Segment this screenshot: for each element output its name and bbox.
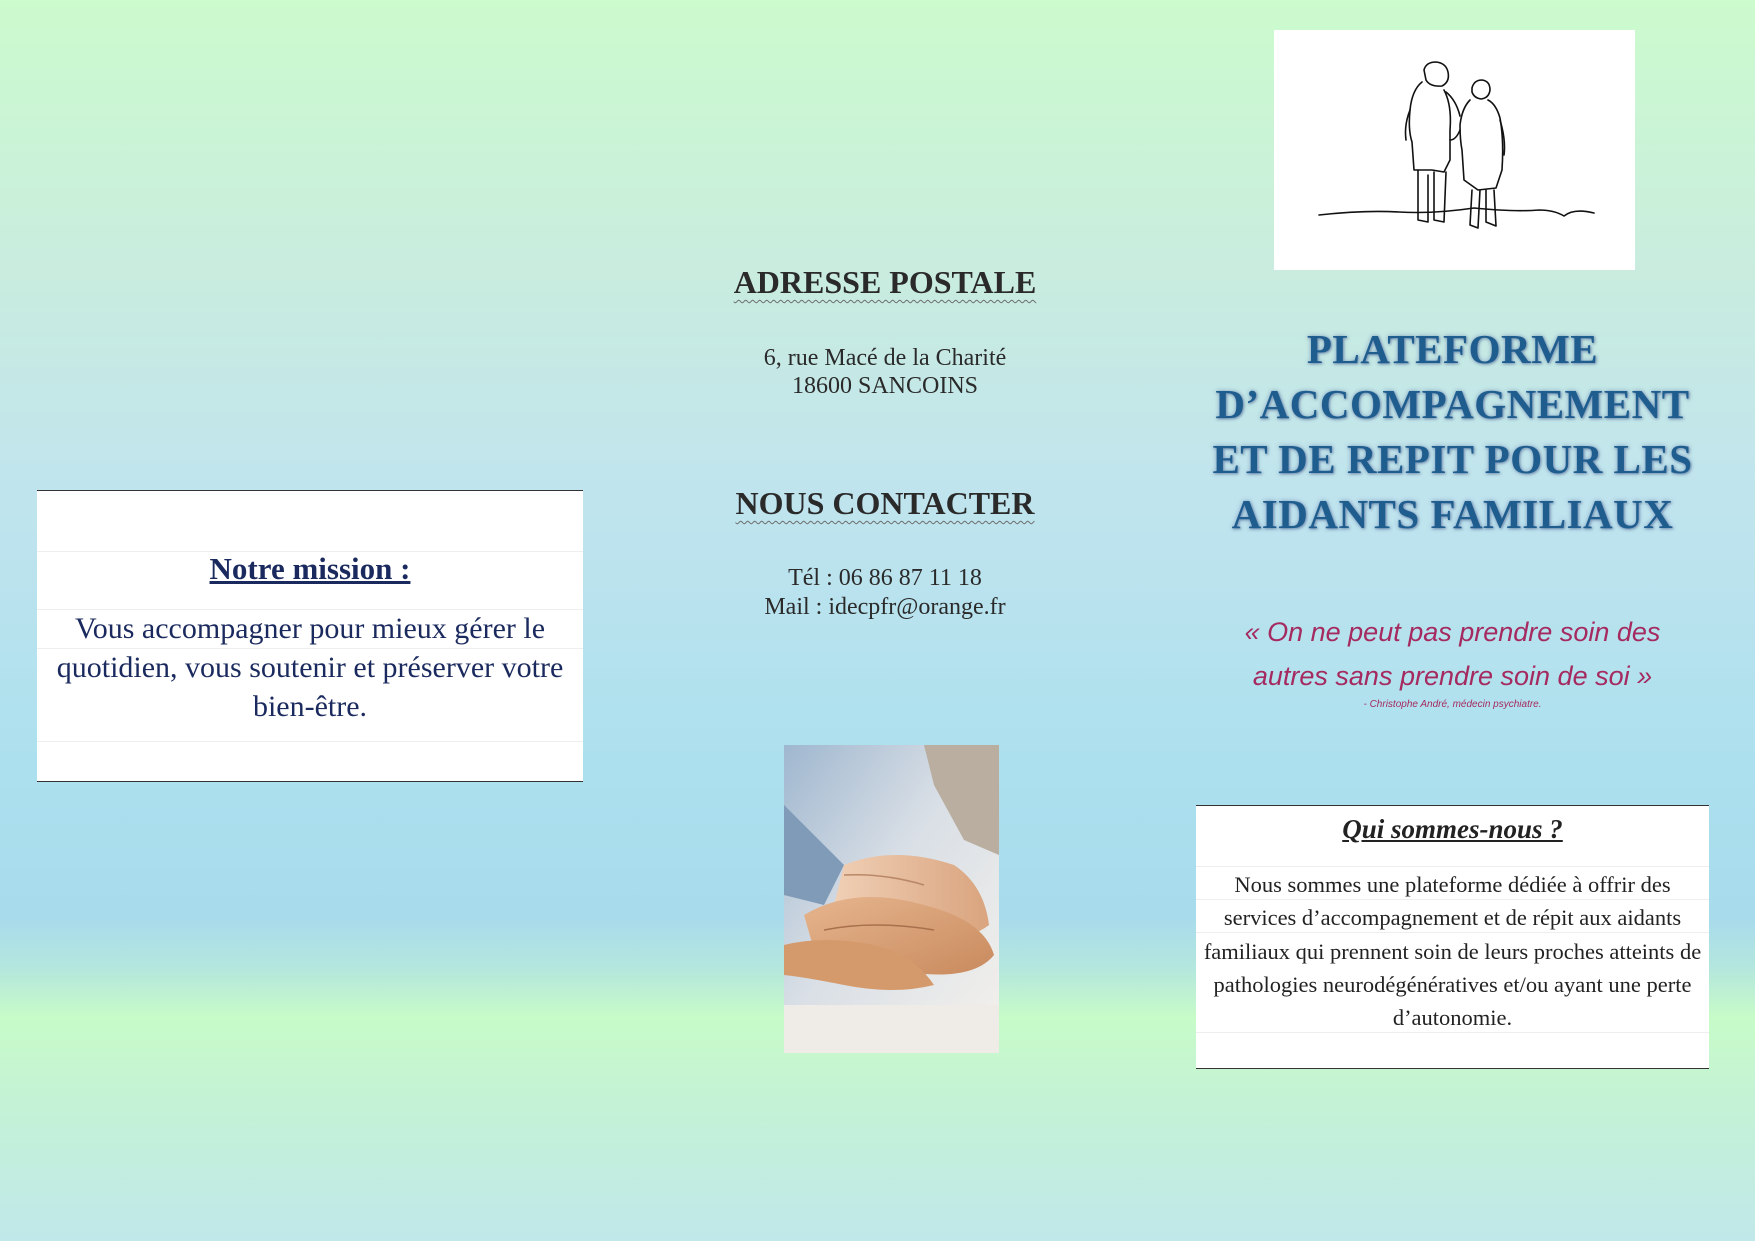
contact-phone: Tél : 06 86 87 11 18 — [788, 565, 982, 591]
address-line2: 18600 SANCOINS — [791, 373, 979, 399]
main-title — [1195, 322, 1710, 542]
title-line: D’ACCOMPAGNEMENT — [1215, 381, 1690, 427]
contact-heading: NOUS CONTACTER — [735, 485, 1035, 521]
mission-box — [37, 490, 583, 782]
title-line: ET DE REPIT POUR LES — [1212, 436, 1693, 482]
title-line: AIDANTS FAMILIAUX — [1231, 491, 1674, 537]
who-text: Nous sommes une plateforme dédiée à offrir des services d’accompagnement et de répit aux aidants familiaux qui prennent soin de leurs proches atteints de pathologies neurodégénératives et/ou ayant une perte d’autonomie. — [1203, 872, 1702, 1031]
mission-heading: Notre mission : — [209, 551, 411, 586]
address-heading: ADRESSE POSTALE — [733, 264, 1037, 300]
divider — [37, 741, 583, 742]
quote-line: « On ne peut pas prendre soin des — [1244, 617, 1661, 647]
divider — [1196, 866, 1709, 867]
elderly-couple-drawing — [1274, 30, 1635, 270]
who-box — [1196, 805, 1709, 1069]
who-heading: Qui sommes-nous ? — [1342, 814, 1563, 844]
title-line: PLATEFORME — [1306, 326, 1599, 372]
contact-mail[interactable]: Mail : idecpfr@orange.fr — [764, 594, 1006, 620]
quote — [1195, 610, 1710, 698]
mission-text: Vous accompagner pour mieux gérer le quotidien, vous soutenir et préserver votre bien-être. — [56, 612, 564, 723]
quote-author: - Christophe André, médecin psychiatre. — [1363, 699, 1542, 710]
quote-line: autres sans prendre soin de soi » — [1252, 661, 1653, 691]
address-line1: 6, rue Macé de la Charité — [763, 345, 1007, 371]
hands-photo — [784, 745, 999, 1053]
